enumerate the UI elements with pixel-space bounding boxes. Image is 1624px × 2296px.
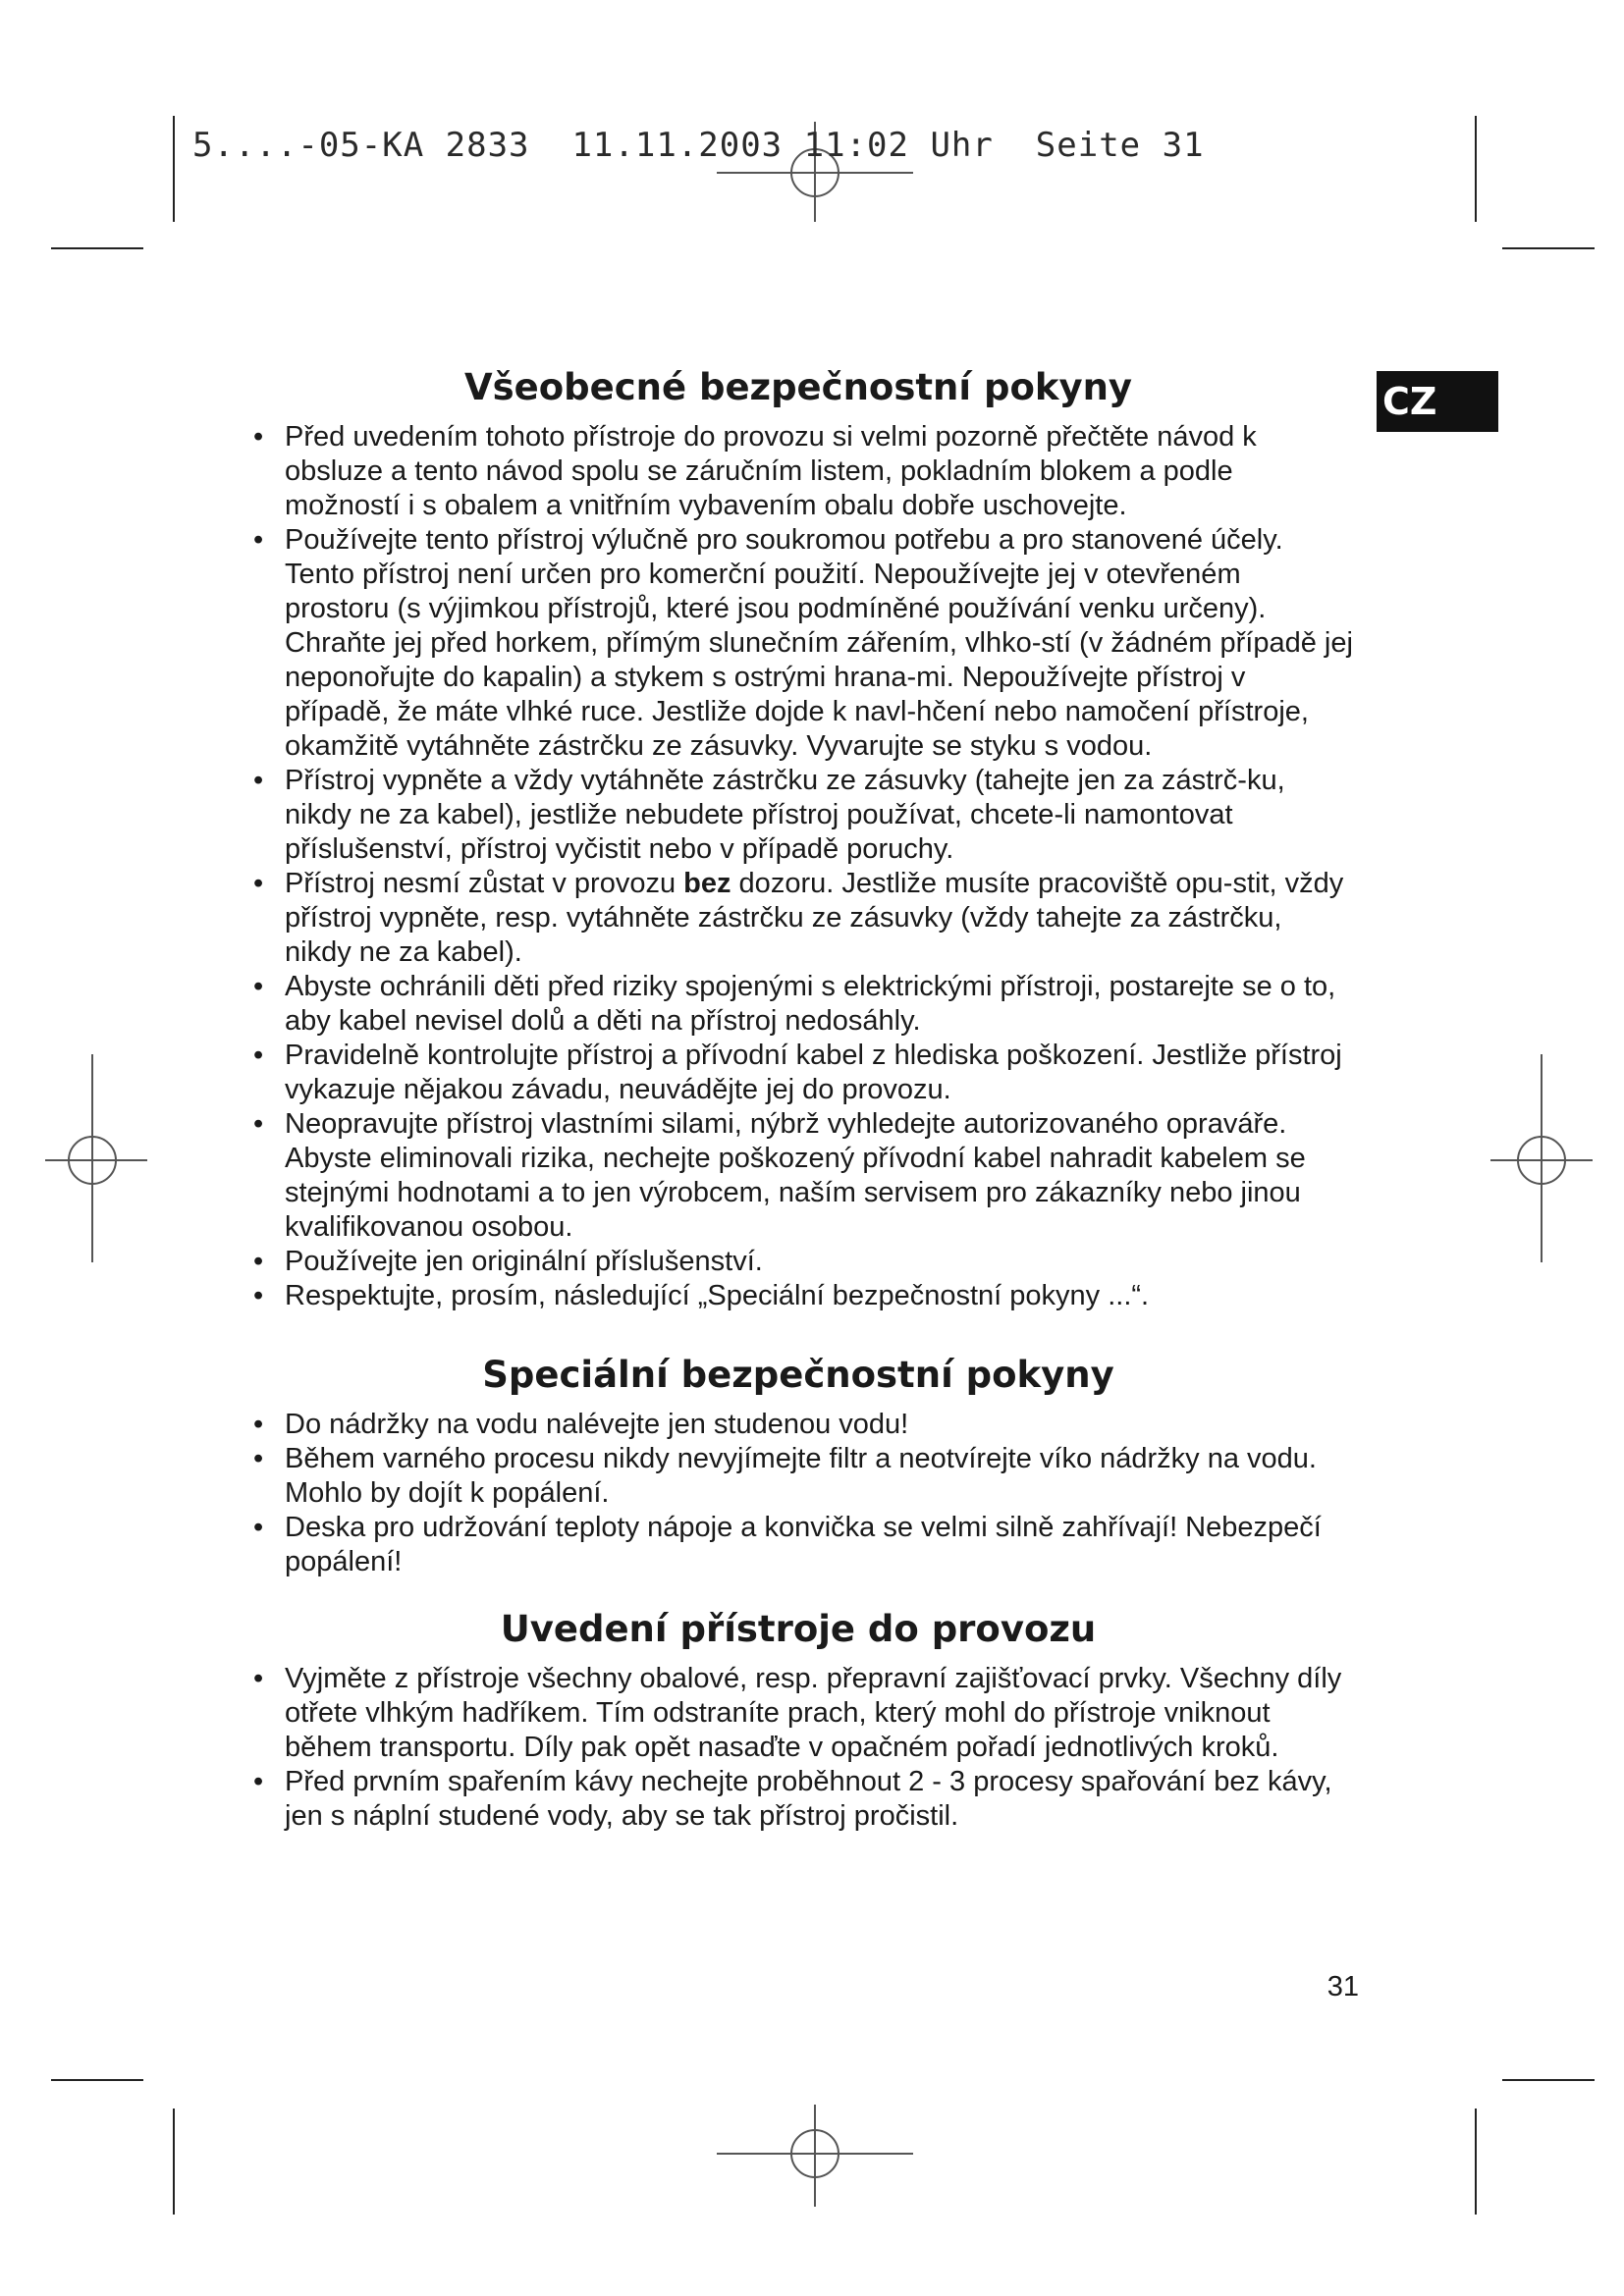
list-item xyxy=(244,867,1353,970)
print-header: 5....-05-KA 2833 11.11.2003 11:02 Uhr Seite 31 xyxy=(192,126,1205,165)
crop-mark-bottom-right-vertical xyxy=(1475,2109,1477,2215)
text-run: dozoru. Jestliže musíte pracoviště opu-stit, vždy přístroj vypněte, resp. vytáhněte zástrčku ze zásuvky (vždy tahejte za zástrčku, nikdy ne za kabel). xyxy=(285,868,1344,968)
bullet-list xyxy=(244,420,1353,1313)
list-item: • Respektujte, prosím, následující „Speciální bezpečnostní pokyny ...“. xyxy=(244,1279,1353,1313)
section-general-safety xyxy=(244,359,1353,1313)
crop-mark-bottom-right-horizontal xyxy=(1502,2079,1595,2081)
registration-mark-bottom xyxy=(707,2101,923,2218)
section-title: Všeobecné bezpečnostní pokyny xyxy=(463,366,1133,408)
list-item: • Do nádržky na vodu nalévejte jen studenou vodu! xyxy=(244,1408,1353,1442)
registration-mark-left xyxy=(39,1050,157,1266)
crop-mark-bottom-left-horizontal xyxy=(51,2079,143,2081)
registration-mark-right xyxy=(1483,1050,1600,1266)
list-item: • Přístroj vypněte a vždy vytáhněte zástrčku ze zásuvky (tahejte jen za zástrč-ku, nikdy ne za kabel), jestliže nebudete přístroj používat, chcete-li namontovat příslušenství, přístroj vyčistit nebo v případě poruchy. xyxy=(244,764,1353,867)
crop-mark-bottom-left-vertical xyxy=(173,2109,175,2215)
section-title: Uvedení přístroje do provozu xyxy=(500,1608,1097,1650)
main-content xyxy=(244,359,1353,1855)
section-title: Speciální bezpečnostní pokyny xyxy=(482,1354,1114,1396)
crop-mark-top-left-vertical xyxy=(173,116,175,222)
list-item: • Před uvedením tohoto přístroje do provozu si velmi pozorně přečtěte návod k obsluze a tento návod spolu se záručním listem, pokladním blokem a podle možností i s obalem a vnitřním vybavením obalu dobře uschovejte. xyxy=(244,420,1353,523)
bold-text: bez xyxy=(683,868,731,899)
text-run: Přístroj nesmí zůstat v provozu xyxy=(285,868,684,899)
list-item: • Deska pro udržování teploty nápoje a konvička se velmi silně zahřívají! Nebezpečí popálení! xyxy=(244,1511,1353,1579)
language-tab: CZ xyxy=(1377,371,1498,432)
bullet-list xyxy=(244,1408,1353,1579)
crop-mark-top-left-horizontal xyxy=(51,247,143,249)
section-first-use xyxy=(244,1601,1353,1834)
list-item: • Používejte tento přístroj výlučně pro soukromou potřebu a pro stanovené účely. Tento přístroj není určen pro komerční použití. Nepoužívejte jej v otevřeném prostoru (s výjimkou přístrojů, které jsou podmíněné používání venku určeny). Chraňte jej před horkem, přímým slunečním zářením, vlhko-stí (v žádném případě jej neponořujte do kapalin) a stykem s ostrými hrana-mi. Nepoužívejte přístroj v případě, že máte vlhké ruce. Jestliže dojde k navl-hčení nebo namočení přístroje, okamžitě vytáhněte zástrčku ze zásuvky. Vyvarujte se styku s vodou. xyxy=(244,523,1353,764)
crop-mark-top-right-horizontal xyxy=(1502,247,1595,249)
list-item: • Pravidelně kontrolujte přístroj a přívodní kabel z hlediska poškození. Jestliže přístroj vykazuje nějakou závadu, neuvádějte jej do provozu. xyxy=(244,1039,1353,1107)
list-item: • Neopravujte přístroj vlastními silami, nýbrž vyhledejte autorizovaného opraváře. Abyste eliminovali rizika, nechejte poškozený přívodní kabel nahradit kabelem se stejnými hodnotami a to jen výrobcem, naším servisem pro zákazníky nebo jinou kvalifikovanou osobou. xyxy=(244,1107,1353,1245)
list-item: • Během varného procesu nikdy nevyjímejte filtr a neotvírejte víko nádržky na vodu. Mohlo by dojít k popálení. xyxy=(244,1442,1353,1511)
bullet-list xyxy=(244,1662,1353,1834)
crop-mark-top-right-vertical xyxy=(1475,116,1477,222)
section-special-safety xyxy=(244,1347,1353,1579)
page-number: 31 xyxy=(1326,1971,1359,2002)
list-item: • Vyjměte z přístroje všechny obalové, resp. přepravní zajišťovací prvky. Všechny díly otřete vlhkým hadříkem. Tím odstraníte prach, který mohl do přístroje vniknout během transportu. Díly pak opět nasaďte v opačném pořadí jednotlivých kroků. xyxy=(244,1662,1353,1765)
list-item: • Používejte jen originální příslušenství. xyxy=(244,1245,1353,1279)
list-item: • Abyste ochránili děti před riziky spojenými s elektrickými přístroji, postarejte se o to, aby kabel nevisel dolů a děti na přístroj nedosáhly. xyxy=(244,970,1353,1039)
list-item: • Před prvním spařením kávy nechejte proběhnout 2 - 3 procesy spařování bez kávy, jen s náplní studené vody, aby se tak přístroj pročistil. xyxy=(244,1765,1353,1834)
